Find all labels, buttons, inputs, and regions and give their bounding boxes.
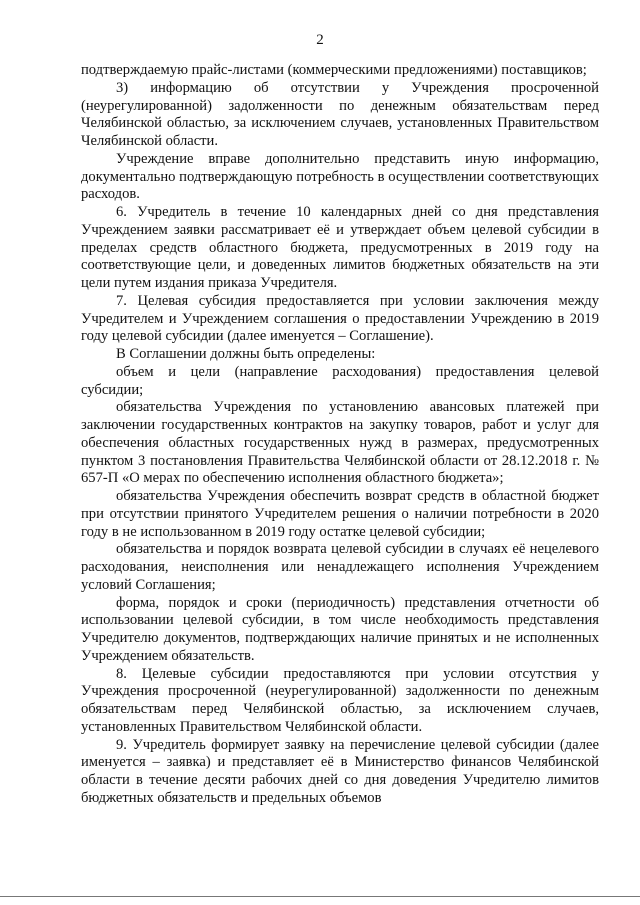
page-bottom-divider: [0, 896, 640, 897]
paragraph-agreement-refund-obligation: обязательства Учреждения обеспечить возврат средств в областной бюджет при отсутствии принятого Учредителем решения о наличии потребности в 2020 году в не использованном в 2019 году остатке целевой субсидии;: [81, 488, 599, 540]
paragraph-item-9: 9. Учредитель формирует заявку на перечисление целевой субсидии (далее именуется – заявка) и представляет её в Министерство финансов Челябинской области в течение десяти рабочих дней со дня доведения Учредителю лимитов бюджетных обязательств и предельных объемов: [81, 736, 599, 806]
paragraph-item-8: 8. Целевые субсидии предоставляются при условии отсутствия у Учреждения просроченной (неурегулированной) задолженности по денежным обязательствам перед Челябинской областью, за исключением случаев, установленных Правительством Челябинской области.: [81, 665, 599, 735]
paragraph-agreement-volume-purpose: объем и цели (направление расходования) предоставления целевой субсидии;: [81, 363, 599, 398]
paragraph-item-7: 7. Целевая субсидия предоставляется при условии заключения между Учредителем и Учреждением соглашения о предоставлении Учреждению в 2019 году целевой субсидии (далее именуется – Соглашение).: [81, 292, 599, 345]
paragraph-agreement-contents-intro: В Соглашении должны быть определены:: [116, 346, 376, 362]
document-body: [81, 62, 599, 808]
paragraph-agreement-misuse-refund: обязательства и порядок возврата целевой субсидии в случаях её нецелевого расходования, неисполнения или ненадлежащего исполнения Учреждением условий Соглашения;: [81, 541, 599, 593]
paragraph-agreement-reporting: форма, порядок и сроки (периодичность) представления отчетности об использовании целевой субсидии, в том числе необходимость представления Учредителю документов, подтверждающих наличие принятых и не исполненных Учреждением обязательств.: [81, 594, 599, 664]
paragraph-debt-information: 3) информацию об отсутствии у Учреждения просроченной (неурегулированной) задолженности по денежным обязательствам перед Челябинской областью, за исключением случаев, установленных Правительством Челябинской области.: [81, 79, 599, 149]
paragraph-suppliers-continuation: подтверждаемую прайс-листами (коммерческими предложениями) поставщиков;: [81, 62, 587, 78]
paragraph-agreement-advance-payments: обязательства Учреждения по установлению авансовых платежей при заключении государственных контрактов на закупку товаров, работ и услуг для обеспечения областных государственных нужд в размерах, предусмотренных пунктом 3 постановления Правительства Челябинской области от 28.12.2018 г. № 657-П «О мерах по обеспечению исполнения областного бюджета»;: [81, 399, 599, 487]
page-number: 2: [316, 32, 324, 48]
paragraph-item-6: 6. Учредитель в течение 10 календарных дней со дня представления Учреждением заявки рассматривает её и утверждает объем целевой субсидии в пределах средств областного бюджета, предусмотренных в 2019 году на соответствующие цели, и доведенных лимитов бюджетных обязательств на эти цели путем издания приказа Учредителя.: [81, 204, 599, 291]
paragraph-additional-information: Учреждение вправе дополнительно представить иную информацию, документально подтверждающую потребность в осуществлении соответствующих расходов.: [81, 150, 599, 203]
